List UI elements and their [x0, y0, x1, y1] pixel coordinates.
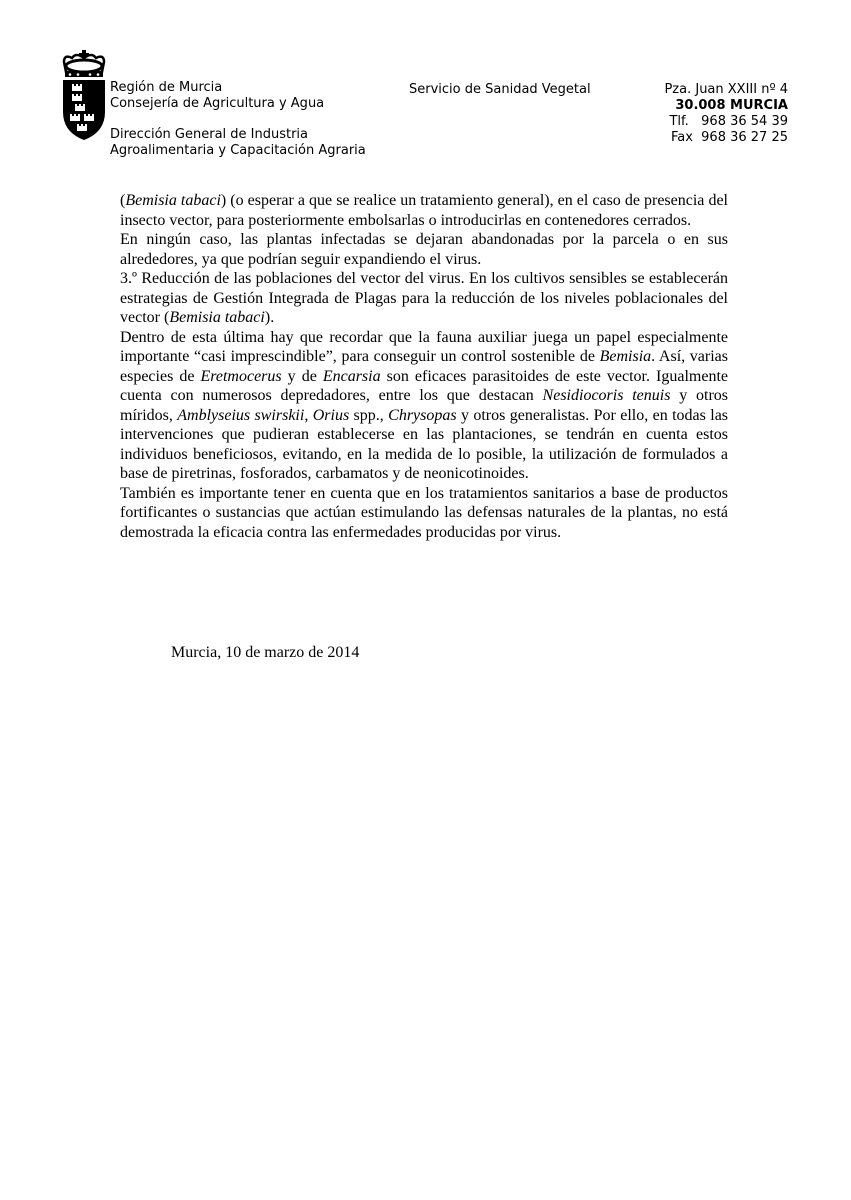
text-span: . Así, varias especies de [120, 348, 729, 385]
header-service [409, 82, 591, 98]
text-span: y otros generalistas. Por ello, en todas las intervenciones que pudieran establecerse en las plantaciones, se tendrán en cuenta estos individuos beneficiosos, evitando, en la medida de lo posible, la utilización de formulados a base de piretrinas, fosforados, carbamatos y de neonicotinoides. [120, 406, 729, 482]
species-name: Nesidiocoris tenuis [542, 387, 671, 404]
species-name: Eretmocerus [200, 367, 282, 385]
paragraph-removal [120, 191, 728, 230]
header-directorate-line2: Agroalimentaria y Capacitación Agraria [110, 143, 366, 158]
header-service-name: Servicio de Sanidad Vegetal [409, 82, 591, 97]
text-span: , [304, 406, 313, 424]
text-span: y otros míridos, [120, 387, 728, 424]
species-name: Chrysopas [388, 406, 457, 424]
text-span: spp., [349, 406, 389, 424]
text-span: Dentro de esta última hay que recordar que la fauna auxiliar juega un papel especialmente importante “casi imprescindible”, para conseguir un control sostenible de [120, 328, 728, 365]
text-span: ). [264, 309, 275, 326]
species-name: Amblyseius swirskii [177, 406, 305, 424]
paragraph-abandon-warning: En ningún caso, las plantas infectadas se dejaran abandonadas por la parcela o en sus alrededores, ya que podrían seguir expandiendo el virus. [120, 231, 728, 268]
header-phone: Tlf. 968 36 54 39 [669, 114, 788, 129]
header-contact [664, 82, 788, 146]
species-name: Bemisia tabaci [125, 192, 221, 209]
header-region-name: Región de Murcia [110, 80, 223, 95]
species-name: Orius [312, 406, 350, 424]
paragraph-vector-reduction [120, 269, 728, 328]
header-organization [110, 80, 324, 112]
species-name: Bemisia tabaci [169, 309, 265, 326]
text-span: son eficaces parasitoides de este vector. Igualmente cuenta con numerosos depredadores, entre los que destacan [120, 367, 728, 404]
paragraph-auxiliary-fauna [120, 328, 728, 484]
header-ministry-name: Consejería de Agricultura y Agua [110, 96, 325, 111]
place-date-signature: Murcia, 10 de marzo de 2014 [171, 644, 360, 661]
paragraph-fortifying-products: También es importante tener en cuenta que en los tratamientos sanitarios a base de productos fortificantes o sustancias que actúan estimulando las defensas naturales de la plantas, no está demostrada la eficacia contra las enfermedades producidas por virus. [120, 484, 728, 541]
header-directorate [110, 127, 366, 159]
text-span: y de [281, 367, 323, 385]
text-span: ) (o esperar a que se realice un tratamiento general), en el caso de presencia del insecto vector, para posteriormente embolsarlas o introducirlas en contenedores cerrados. [120, 192, 728, 229]
header-address: Pza. Juan XXIII nº 4 [664, 82, 788, 97]
region-crest-logo [60, 50, 108, 142]
header-directorate-line1: Dirección General de Industria [110, 127, 309, 142]
header-postal-city: 30.008 MURCIA [675, 98, 788, 113]
species-name: Encarsia [322, 367, 381, 385]
text-span: 3.º Reducción de las poblaciones del vector del virus. En los cultivos sensibles se establecerán estrategias de Gestión Integrada de Plagas para la reducción de los niveles poblacionales del vector ( [120, 270, 728, 326]
document-body [120, 191, 728, 542]
species-name: Bemisia [599, 348, 652, 365]
header-fax: Fax 968 36 27 25 [670, 130, 788, 145]
text-span: ( [120, 192, 126, 209]
